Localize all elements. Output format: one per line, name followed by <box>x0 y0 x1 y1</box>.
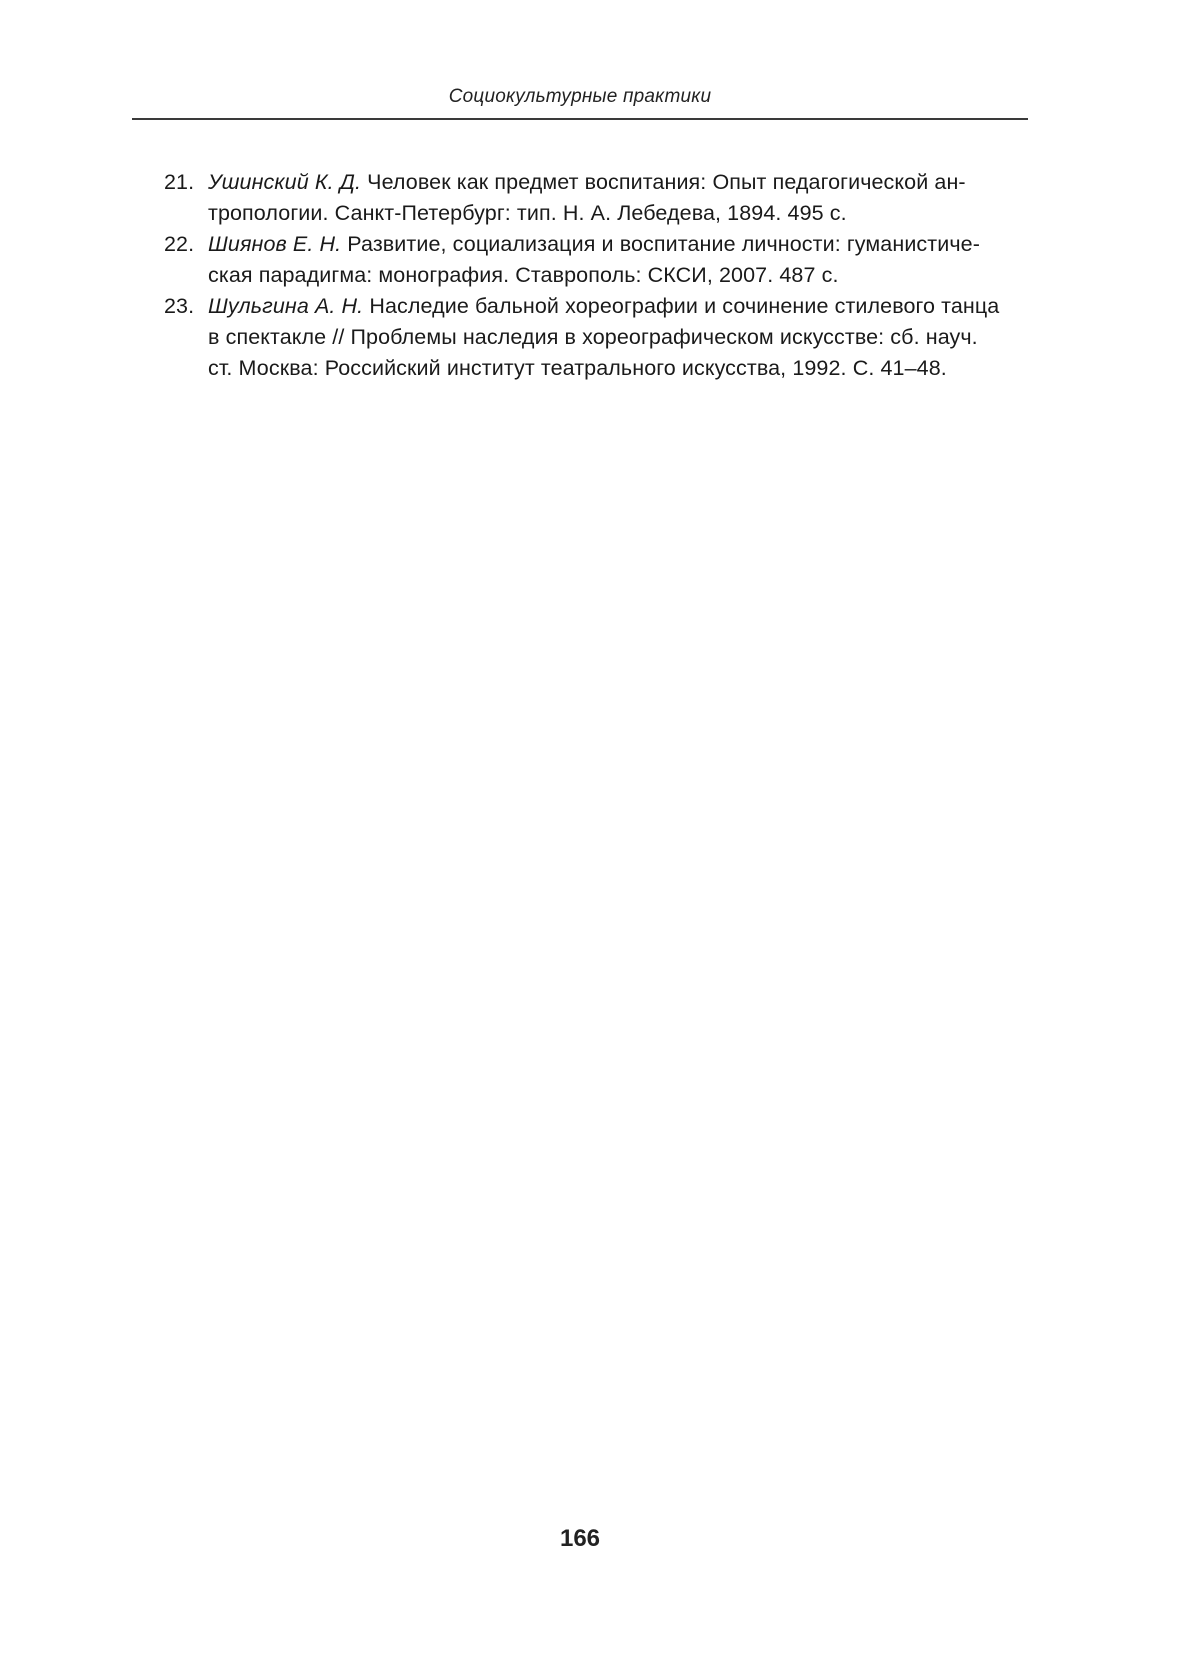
reference-author: Шиянов Е. Н. <box>208 232 342 256</box>
reference-line <box>208 170 966 194</box>
reference-author: Шульгина А. Н. <box>208 294 364 318</box>
reference-text: ст. Москва: Российский институт театрального искусства, 1992. С. 41–48. <box>208 356 947 380</box>
reference-text: Развитие, социализация и воспитание личности: гуманистиче- <box>347 232 980 256</box>
reference-line <box>208 294 999 318</box>
reference-text: ская парадигма: монография. Ставрополь: СКСИ, 2007. 487 с. <box>208 263 839 287</box>
reference-item <box>164 291 1024 384</box>
reference-number: 22. <box>164 232 195 256</box>
reference-number: 23. <box>164 294 195 318</box>
running-header: Социокультурные практики <box>448 86 712 107</box>
reference-text: Человек как предмет воспитания: Опыт педагогической ан- <box>367 170 966 194</box>
reference-author: Ушинский К. Д. <box>208 170 362 194</box>
reference-number: 21. <box>164 170 195 194</box>
page-number: 166 <box>559 1525 601 1552</box>
reference-text: в спектакле // Проблемы наследия в хореографическом искусстве: сб. науч. <box>208 325 978 349</box>
reference-item <box>164 167 1024 229</box>
reference-text: Наследие бальной хореографии и сочинение стилевого танца <box>369 294 1000 318</box>
header-divider <box>132 118 1028 120</box>
reference-item <box>164 229 1024 291</box>
reference-list <box>164 167 1024 384</box>
reference-text: тропологии. Санкт-Петербург: тип. Н. А. Лебедева, 1894. 495 с. <box>208 201 847 225</box>
reference-line <box>208 232 980 256</box>
